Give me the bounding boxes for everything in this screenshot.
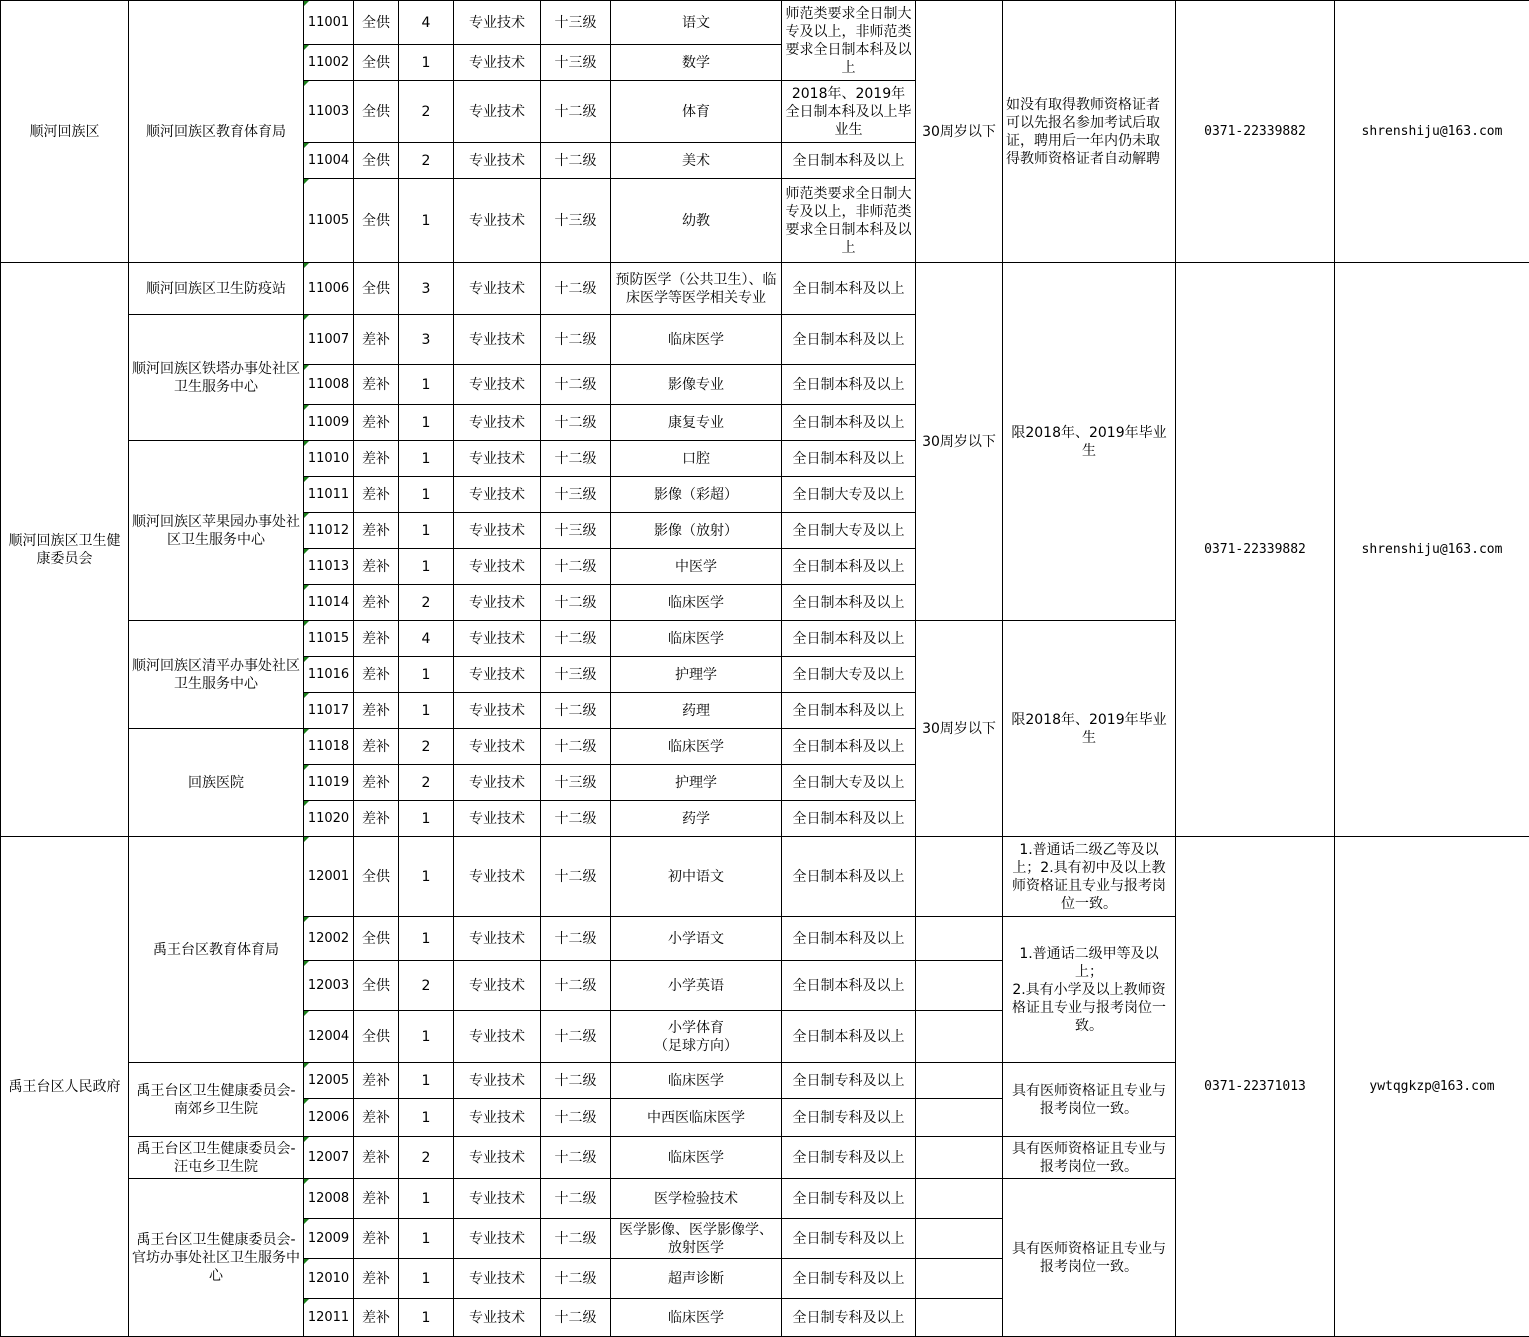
- major: 护理学: [611, 765, 782, 801]
- headcount: 1: [399, 1299, 454, 1337]
- education-requirement: 全日制大专及以上: [782, 657, 916, 693]
- unit-cell: 顺河回族区清平办事处社区卫生服务中心: [129, 621, 304, 729]
- major: 小学英语: [611, 961, 782, 1011]
- position-code: 11019: [304, 765, 354, 801]
- unit-cell: 顺河回族区苹果园办事处社区卫生服务中心: [129, 441, 304, 621]
- major: 临床医学: [611, 1137, 782, 1179]
- grade-level: 十二级: [541, 143, 611, 179]
- age-requirement: [916, 837, 1003, 917]
- headcount: 1: [399, 693, 454, 729]
- funding-type: 差补: [354, 729, 399, 765]
- funding-type: 全供: [354, 263, 399, 315]
- contact-email: ywtqgkzp@163.com: [1335, 837, 1529, 1337]
- funding-type: 全供: [354, 143, 399, 179]
- education-requirement: 全日制专科及以上: [782, 1259, 916, 1299]
- major: 护理学: [611, 657, 782, 693]
- position-code: 11004: [304, 143, 354, 179]
- headcount: 4: [399, 621, 454, 657]
- major: 药理: [611, 693, 782, 729]
- grade-level: 十二级: [541, 1063, 611, 1099]
- education-requirement: 师范类要求全日制大专及以上，非师范类要求全日制本科及以上: [782, 179, 916, 263]
- major: 医学检验技术: [611, 1179, 782, 1219]
- position-code: 11005: [304, 179, 354, 263]
- post-type: 专业技术: [454, 441, 541, 477]
- grade-level: 十三级: [541, 45, 611, 81]
- unit-cell: 禹王台区卫生健康委员会-官坊办事处社区卫生服务中心: [129, 1179, 304, 1337]
- post-type: 专业技术: [454, 1137, 541, 1179]
- major: 临床医学: [611, 1299, 782, 1337]
- funding-type: 差补: [354, 315, 399, 365]
- post-type: 专业技术: [454, 1063, 541, 1099]
- grade-level: 十二级: [541, 365, 611, 405]
- major: 影像（彩超）: [611, 477, 782, 513]
- funding-type: 差补: [354, 1137, 399, 1179]
- position-code: 11015: [304, 621, 354, 657]
- position-code: 11020: [304, 801, 354, 837]
- education-requirement: 全日制本科及以上: [782, 621, 916, 657]
- major: 语文: [611, 1, 782, 45]
- region-cell: 禹王台区人民政府: [1, 837, 129, 1337]
- headcount: 1: [399, 1259, 454, 1299]
- headcount: 1: [399, 801, 454, 837]
- grade-level: 十三级: [541, 765, 611, 801]
- unit-cell: 回族医院: [129, 729, 304, 837]
- headcount: 2: [399, 585, 454, 621]
- position-code: 11007: [304, 315, 354, 365]
- other-requirement: 限2018年、2019年毕业生: [1003, 621, 1176, 837]
- headcount: 3: [399, 315, 454, 365]
- funding-type: 差补: [354, 621, 399, 657]
- position-code: 11008: [304, 365, 354, 405]
- major: 超声诊断: [611, 1259, 782, 1299]
- education-requirement: 全日制本科及以上: [782, 315, 916, 365]
- post-type: 专业技术: [454, 405, 541, 441]
- position-code: 12001: [304, 837, 354, 917]
- major: 口腔: [611, 441, 782, 477]
- funding-type: 差补: [354, 477, 399, 513]
- contact-phone: 0371-22339882: [1176, 263, 1335, 837]
- post-type: 专业技术: [454, 1219, 541, 1259]
- position-code: 11010: [304, 441, 354, 477]
- headcount: 3: [399, 263, 454, 315]
- grade-level: 十二级: [541, 1219, 611, 1259]
- education-requirement: 全日制专科及以上: [782, 1219, 916, 1259]
- funding-type: 差补: [354, 513, 399, 549]
- position-code: 11001: [304, 1, 354, 45]
- post-type: 专业技术: [454, 1099, 541, 1137]
- grade-level: 十三级: [541, 657, 611, 693]
- age-requirement: 30周岁以下: [916, 1, 1003, 263]
- education-requirement: 全日制专科及以上: [782, 1137, 916, 1179]
- headcount: 1: [399, 1219, 454, 1259]
- major: 中医学: [611, 549, 782, 585]
- table-row: [1, 837, 1529, 917]
- post-type: 专业技术: [454, 729, 541, 765]
- grade-level: 十二级: [541, 1259, 611, 1299]
- age-requirement: [916, 1179, 1003, 1219]
- position-code: 11003: [304, 81, 354, 143]
- headcount: 1: [399, 837, 454, 917]
- post-type: 专业技术: [454, 513, 541, 549]
- age-requirement: [916, 1099, 1003, 1137]
- major: 临床医学: [611, 729, 782, 765]
- other-requirement: 如没有取得教师资格证者可以先报名参加考试后取证，聘用后一年内仍未取得教师资格证者自动解聘: [1003, 1, 1176, 263]
- position-code: 12004: [304, 1011, 354, 1063]
- headcount: 1: [399, 1011, 454, 1063]
- headcount: 2: [399, 81, 454, 143]
- headcount: 2: [399, 961, 454, 1011]
- position-code: 11013: [304, 549, 354, 585]
- grade-level: 十二级: [541, 315, 611, 365]
- headcount: 1: [399, 549, 454, 585]
- grade-level: 十二级: [541, 917, 611, 961]
- funding-type: 全供: [354, 1011, 399, 1063]
- post-type: 专业技术: [454, 657, 541, 693]
- grade-level: 十二级: [541, 961, 611, 1011]
- position-code: 11002: [304, 45, 354, 81]
- table-body: [1, 1, 1529, 1337]
- grade-level: 十三级: [541, 1, 611, 45]
- grade-level: 十二级: [541, 585, 611, 621]
- contact-email: shrenshiju@163.com: [1335, 263, 1529, 837]
- funding-type: 差补: [354, 365, 399, 405]
- position-code: 11012: [304, 513, 354, 549]
- age-requirement: [916, 1063, 1003, 1099]
- funding-type: 全供: [354, 837, 399, 917]
- headcount: 1: [399, 657, 454, 693]
- post-type: 专业技术: [454, 477, 541, 513]
- unit-cell: 顺河回族区铁塔办事处社区卫生服务中心: [129, 315, 304, 441]
- post-type: 专业技术: [454, 961, 541, 1011]
- major: 临床医学: [611, 585, 782, 621]
- age-requirement: [916, 1219, 1003, 1259]
- grade-level: 十二级: [541, 263, 611, 315]
- position-code: 12010: [304, 1259, 354, 1299]
- education-requirement: 全日制本科及以上: [782, 729, 916, 765]
- grade-level: 十二级: [541, 837, 611, 917]
- post-type: 专业技术: [454, 621, 541, 657]
- grade-level: 十二级: [541, 81, 611, 143]
- age-requirement: [916, 1011, 1003, 1063]
- funding-type: 全供: [354, 1, 399, 45]
- education-requirement: 全日制本科及以上: [782, 801, 916, 837]
- education-requirement: 全日制本科及以上: [782, 693, 916, 729]
- age-requirement: [916, 1259, 1003, 1299]
- education-requirement: 2018年、2019年全日制本科及以上毕业生: [782, 81, 916, 143]
- grade-level: 十二级: [541, 693, 611, 729]
- funding-type: 全供: [354, 81, 399, 143]
- position-code: 12005: [304, 1063, 354, 1099]
- education-requirement: 全日制大专及以上: [782, 765, 916, 801]
- major: 数学: [611, 45, 782, 81]
- other-requirement: 具有医师资格证且专业与报考岗位一致。: [1003, 1179, 1176, 1337]
- position-code: 11011: [304, 477, 354, 513]
- table-row: [1, 263, 1529, 315]
- other-requirement: 1.普通话二级乙等及以上；2.具有初中及以上教师资格证且专业与报考岗位一致。: [1003, 837, 1176, 917]
- education-requirement: 全日制本科及以上: [782, 917, 916, 961]
- post-type: 专业技术: [454, 1259, 541, 1299]
- headcount: 1: [399, 1179, 454, 1219]
- funding-type: 差补: [354, 441, 399, 477]
- education-requirement: 全日制本科及以上: [782, 143, 916, 179]
- funding-type: 差补: [354, 657, 399, 693]
- grade-level: 十二级: [541, 621, 611, 657]
- major: 中西医临床医学: [611, 1099, 782, 1137]
- post-type: 专业技术: [454, 315, 541, 365]
- other-requirement: 1.普通话二级甲等及以上； 2.具有小学及以上教师资格证且专业与报考岗位一致。: [1003, 917, 1176, 1063]
- funding-type: 全供: [354, 45, 399, 81]
- contact-email: shrenshiju@163.com: [1335, 1, 1529, 263]
- funding-type: 全供: [354, 917, 399, 961]
- education-requirement: 全日制本科及以上: [782, 405, 916, 441]
- headcount: 1: [399, 1063, 454, 1099]
- age-requirement: [916, 1299, 1003, 1337]
- grade-level: 十二级: [541, 405, 611, 441]
- post-type: 专业技术: [454, 1, 541, 45]
- position-code: 11014: [304, 585, 354, 621]
- headcount: 1: [399, 365, 454, 405]
- major: 影像专业: [611, 365, 782, 405]
- post-type: 专业技术: [454, 917, 541, 961]
- funding-type: 差补: [354, 585, 399, 621]
- grade-level: 十三级: [541, 179, 611, 263]
- education-requirement: 全日制专科及以上: [782, 1063, 916, 1099]
- table-row: [1, 1, 1529, 45]
- contact-phone: 0371-22371013: [1176, 837, 1335, 1337]
- age-requirement: [916, 917, 1003, 961]
- education-requirement: 师范类要求全日制大专及以上，非师范类要求全日制本科及以上: [782, 1, 916, 81]
- headcount: 1: [399, 441, 454, 477]
- headcount: 1: [399, 513, 454, 549]
- education-requirement: 全日制本科及以上: [782, 585, 916, 621]
- funding-type: 差补: [354, 1179, 399, 1219]
- grade-level: 十二级: [541, 549, 611, 585]
- other-requirement: 限2018年、2019年毕业生: [1003, 263, 1176, 621]
- unit-cell: 禹王台区教育体育局: [129, 837, 304, 1063]
- post-type: 专业技术: [454, 1011, 541, 1063]
- education-requirement: 全日制本科及以上: [782, 549, 916, 585]
- post-type: 专业技术: [454, 801, 541, 837]
- position-code: 11017: [304, 693, 354, 729]
- other-requirement: 具有医师资格证且专业与报考岗位一致。: [1003, 1063, 1176, 1137]
- post-type: 专业技术: [454, 81, 541, 143]
- age-requirement: 30周岁以下: [916, 263, 1003, 621]
- position-code: 12008: [304, 1179, 354, 1219]
- grade-level: 十二级: [541, 1299, 611, 1337]
- major: 体育: [611, 81, 782, 143]
- headcount: 1: [399, 179, 454, 263]
- education-requirement: 全日制本科及以上: [782, 1011, 916, 1063]
- position-code: 12011: [304, 1299, 354, 1337]
- grade-level: 十二级: [541, 1099, 611, 1137]
- age-requirement: [916, 1137, 1003, 1179]
- funding-type: 差补: [354, 405, 399, 441]
- funding-type: 差补: [354, 693, 399, 729]
- funding-type: 全供: [354, 179, 399, 263]
- post-type: 专业技术: [454, 1179, 541, 1219]
- position-code: 12007: [304, 1137, 354, 1179]
- major: 影像（放射）: [611, 513, 782, 549]
- major: 药学: [611, 801, 782, 837]
- position-code: 11009: [304, 405, 354, 441]
- post-type: 专业技术: [454, 837, 541, 917]
- post-type: 专业技术: [454, 45, 541, 81]
- unit-cell: 顺河回族区教育体育局: [129, 1, 304, 263]
- education-requirement: 全日制本科及以上: [782, 441, 916, 477]
- headcount: 2: [399, 143, 454, 179]
- funding-type: 差补: [354, 801, 399, 837]
- post-type: 专业技术: [454, 143, 541, 179]
- major: 小学语文: [611, 917, 782, 961]
- funding-type: 差补: [354, 1219, 399, 1259]
- post-type: 专业技术: [454, 1299, 541, 1337]
- headcount: 4: [399, 1, 454, 45]
- headcount: 2: [399, 1137, 454, 1179]
- position-code: 12009: [304, 1219, 354, 1259]
- education-requirement: 全日制本科及以上: [782, 263, 916, 315]
- headcount: 1: [399, 477, 454, 513]
- major: 美术: [611, 143, 782, 179]
- unit-cell: 禹王台区卫生健康委员会-南郊乡卫生院: [129, 1063, 304, 1137]
- grade-level: 十二级: [541, 729, 611, 765]
- position-code: 11006: [304, 263, 354, 315]
- grade-level: 十二级: [541, 1011, 611, 1063]
- unit-cell: 禹王台区卫生健康委员会-汪屯乡卫生院: [129, 1137, 304, 1179]
- education-requirement: 全日制本科及以上: [782, 837, 916, 917]
- education-requirement: 全日制本科及以上: [782, 365, 916, 405]
- major: 临床医学: [611, 1063, 782, 1099]
- funding-type: 差补: [354, 1299, 399, 1337]
- headcount: 2: [399, 729, 454, 765]
- position-code: 12003: [304, 961, 354, 1011]
- headcount: 1: [399, 1099, 454, 1137]
- unit-cell: 顺河回族区卫生防疫站: [129, 263, 304, 315]
- post-type: 专业技术: [454, 693, 541, 729]
- position-code: 11016: [304, 657, 354, 693]
- grade-level: 十二级: [541, 801, 611, 837]
- education-requirement: 全日制大专及以上: [782, 477, 916, 513]
- post-type: 专业技术: [454, 263, 541, 315]
- education-requirement: 全日制专科及以上: [782, 1099, 916, 1137]
- headcount: 1: [399, 917, 454, 961]
- funding-type: 差补: [354, 1259, 399, 1299]
- headcount: 2: [399, 765, 454, 801]
- position-code: 12002: [304, 917, 354, 961]
- grade-level: 十三级: [541, 513, 611, 549]
- major: 临床医学: [611, 315, 782, 365]
- funding-type: 差补: [354, 765, 399, 801]
- major: 小学体育 （足球方向）: [611, 1011, 782, 1063]
- funding-type: 差补: [354, 1099, 399, 1137]
- funding-type: 差补: [354, 549, 399, 585]
- education-requirement: 全日制专科及以上: [782, 1299, 916, 1337]
- major: 幼教: [611, 179, 782, 263]
- region-cell: 顺河回族区: [1, 1, 129, 263]
- contact-phone: 0371-22339882: [1176, 1, 1335, 263]
- post-type: 专业技术: [454, 549, 541, 585]
- major: 康复专业: [611, 405, 782, 441]
- region-cell: 顺河回族区卫生健康委员会: [1, 263, 129, 837]
- grade-level: 十二级: [541, 441, 611, 477]
- education-requirement: 全日制大专及以上: [782, 513, 916, 549]
- position-code: 11018: [304, 729, 354, 765]
- position-code: 12006: [304, 1099, 354, 1137]
- funding-type: 差补: [354, 1063, 399, 1099]
- headcount: 1: [399, 45, 454, 81]
- post-type: 专业技术: [454, 765, 541, 801]
- headcount: 1: [399, 405, 454, 441]
- age-requirement: 30周岁以下: [916, 621, 1003, 837]
- post-type: 专业技术: [454, 179, 541, 263]
- major: 预防医学（公共卫生）、临床医学等医学相关专业: [611, 263, 782, 315]
- grade-level: 十二级: [541, 1179, 611, 1219]
- major: 初中语文: [611, 837, 782, 917]
- grade-level: 十三级: [541, 477, 611, 513]
- major: 临床医学: [611, 621, 782, 657]
- education-requirement: 全日制本科及以上: [782, 961, 916, 1011]
- post-type: 专业技术: [454, 365, 541, 405]
- age-requirement: [916, 961, 1003, 1011]
- other-requirement: 具有医师资格证且专业与报考岗位一致。: [1003, 1137, 1176, 1179]
- funding-type: 全供: [354, 961, 399, 1011]
- major: 医学影像、医学影像学、放射医学: [611, 1219, 782, 1259]
- grade-level: 十二级: [541, 1137, 611, 1179]
- education-requirement: 全日制专科及以上: [782, 1179, 916, 1219]
- post-type: 专业技术: [454, 585, 541, 621]
